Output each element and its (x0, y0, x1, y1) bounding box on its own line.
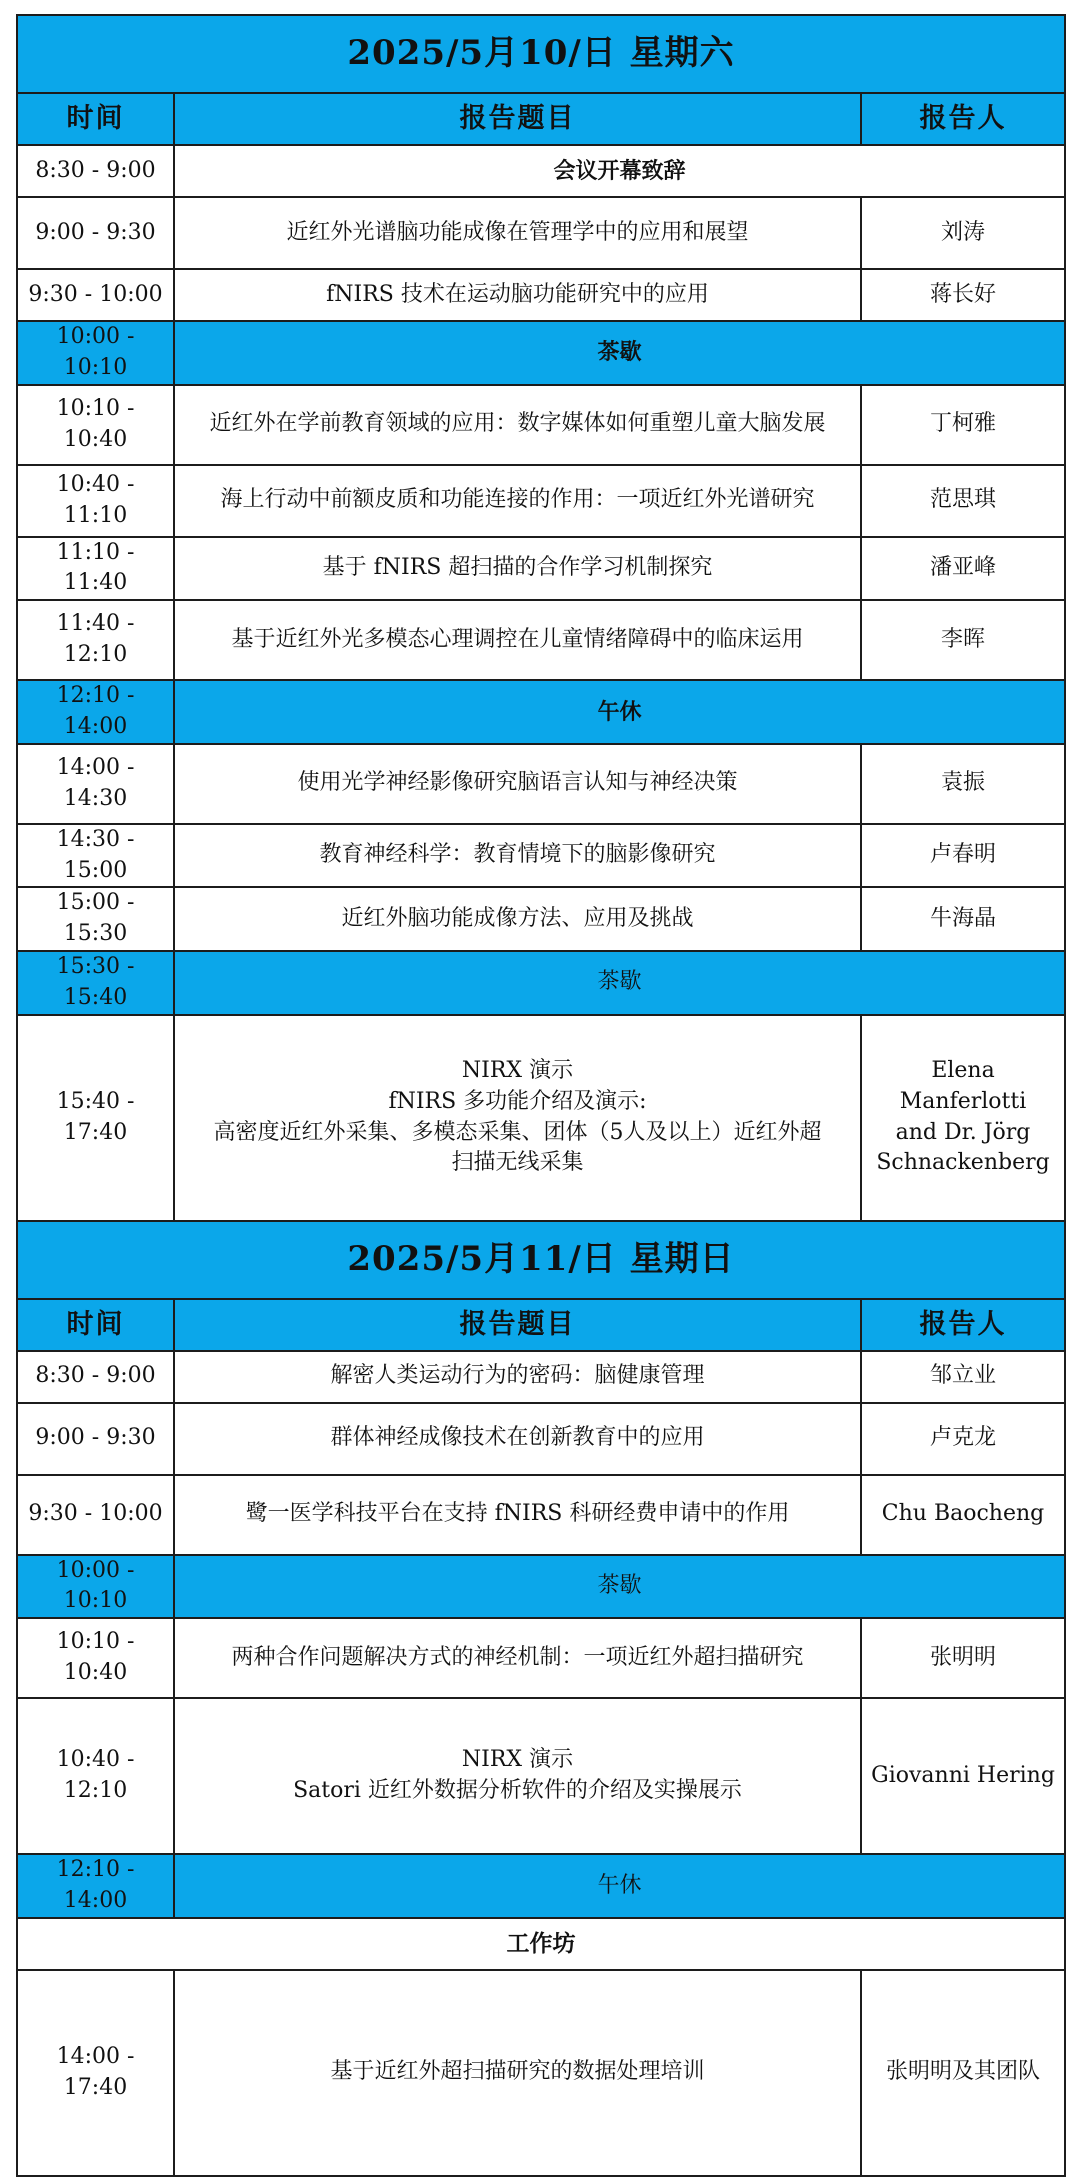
header-time: 时间 (17, 93, 174, 145)
header-speaker: 报告人 (861, 93, 1065, 145)
session-title (174, 1698, 861, 1854)
schedule-row (17, 1618, 1065, 1698)
speaker-line: Schnackenberg (876, 1150, 1050, 1176)
speaker: 卢春明 (861, 824, 1065, 888)
session-time: 9:00 - 9:30 (17, 197, 174, 269)
speaker: 张明明 (861, 1618, 1065, 1698)
session-title: 教育神经科学：教育情境下的脑影像研究 (174, 824, 861, 888)
session-title: 群体神经成像技术在创新教育中的应用 (174, 1403, 861, 1475)
title-line: 扫描无线采集 (451, 1150, 584, 1176)
column-header-row (17, 1299, 1065, 1351)
speaker: 邹立业 (861, 1351, 1065, 1403)
session-title: 鹭一医学科技平台在支持 fNIRS 科研经费申请中的作用 (174, 1475, 861, 1555)
speaker: 牛海晶 (861, 887, 1065, 951)
break-row (17, 680, 1065, 744)
session-title: 近红外光谱脑功能成像在管理学中的应用和展望 (174, 197, 861, 269)
schedule-row (17, 744, 1065, 824)
schedule-row (17, 537, 1065, 601)
session-time: 11:40 - 12:10 (17, 600, 174, 680)
session-title: 使用光学神经影像研究脑语言认知与神经决策 (174, 744, 861, 824)
workshop-label: 工作坊 (17, 1918, 1065, 1970)
session-time: 11:10 - 11:40 (17, 537, 174, 601)
session-title (174, 1015, 861, 1221)
schedule-row (17, 269, 1065, 321)
break-row (17, 1854, 1065, 1918)
title-line: 高密度近红外采集、多模态采集、团体（5人及以上）近红外超 (213, 1119, 822, 1145)
session-title: 近红外在学前教育领域的应用：数字媒体如何重塑儿童大脑发展 (174, 385, 861, 465)
schedule-row (17, 887, 1065, 951)
speaker-line: Giovanni Hering (871, 1762, 1055, 1788)
session-time: 10:00 - 10:10 (17, 1555, 174, 1619)
session-time: 10:00 - 10:10 (17, 321, 174, 385)
schedule-row (17, 465, 1065, 537)
session-title: 解密人类运动行为的密码：脑健康管理 (174, 1351, 861, 1403)
session-time: 9:30 - 10:00 (17, 269, 174, 321)
session-title: 海上行动中前额皮质和功能连接的作用：一项近红外光谱研究 (174, 465, 861, 537)
session-title: 会议开幕致辞 (174, 145, 1065, 197)
column-header-row (17, 93, 1065, 145)
title-line: fNIRS 多功能介绍及演示: (388, 1088, 647, 1114)
speaker: Chu Baocheng (861, 1475, 1065, 1555)
speaker: 刘涛 (861, 197, 1065, 269)
break-label: 午休 (174, 1854, 1065, 1918)
session-time: 10:10 - 10:40 (17, 1618, 174, 1698)
schedule-row (17, 1698, 1065, 1854)
speaker: 卢克龙 (861, 1403, 1065, 1475)
session-time: 15:00 - 15:30 (17, 887, 174, 951)
session-time: 10:40 - 12:10 (17, 1698, 174, 1854)
speaker: 袁振 (861, 744, 1065, 824)
session-time: 8:30 - 9:00 (17, 145, 174, 197)
title-line: Satori 近红外数据分析软件的介绍及实操展示 (293, 1778, 742, 1804)
session-title: fNIRS 技术在运动脑功能研究中的应用 (174, 269, 861, 321)
workshop-row (17, 1918, 1065, 1970)
session-time: 14:00 - 17:40 (17, 1970, 174, 2176)
speaker: 李晖 (861, 600, 1065, 680)
speaker: 范思琪 (861, 465, 1065, 537)
session-title: 基于近红外光多模态心理调控在儿童情绪障碍中的临床运用 (174, 600, 861, 680)
header-speaker: 报告人 (861, 1299, 1065, 1351)
schedule-row (17, 197, 1065, 269)
schedule-row (17, 600, 1065, 680)
break-label: 午休 (174, 680, 1065, 744)
day-title-row (17, 1221, 1065, 1299)
title-line: NIRX 演示 (461, 1747, 574, 1773)
session-title: 近红外脑功能成像方法、应用及挑战 (174, 887, 861, 951)
break-label: 茶歇 (174, 321, 1065, 385)
schedule-row (17, 1351, 1065, 1403)
speaker: 丁柯雅 (861, 385, 1065, 465)
schedule-row (17, 1970, 1065, 2176)
header-title: 报告题目 (174, 1299, 861, 1351)
session-time: 10:40 - 11:10 (17, 465, 174, 537)
session-time: 8:30 - 9:00 (17, 1351, 174, 1403)
speaker-line: and Dr. Jörg (895, 1119, 1031, 1145)
opening-row (17, 145, 1065, 197)
speaker: 潘亚峰 (861, 537, 1065, 601)
title-line: NIRX 演示 (461, 1057, 574, 1083)
session-time: 10:10 - 10:40 (17, 385, 174, 465)
session-time: 12:10 - 14:00 (17, 680, 174, 744)
speaker (861, 1015, 1065, 1221)
schedule-row (17, 1475, 1065, 1555)
speaker-line: Elena Manferlotti (899, 1057, 1027, 1114)
schedule-row (17, 1015, 1065, 1221)
day-title: 2025/5月10/日 星期六 (17, 15, 1065, 93)
speaker: 蒋长好 (861, 269, 1065, 321)
schedule-row (17, 824, 1065, 888)
session-time: 15:30 - 15:40 (17, 951, 174, 1015)
break-label: 茶歇 (174, 951, 1065, 1015)
session-title: 基于近红外超扫描研究的数据处理培训 (174, 1970, 861, 2176)
session-time: 14:30 - 15:00 (17, 824, 174, 888)
session-title: 两种合作问题解决方式的神经机制：一项近红外超扫描研究 (174, 1618, 861, 1698)
schedule-row (17, 385, 1065, 465)
session-title: 基于 fNIRS 超扫描的合作学习机制探究 (174, 537, 861, 601)
break-row (17, 951, 1065, 1015)
session-time: 9:00 - 9:30 (17, 1403, 174, 1475)
session-time: 12:10 - 14:00 (17, 1854, 174, 1918)
break-label: 茶歇 (174, 1555, 1065, 1619)
speaker: 张明明及其团队 (861, 1970, 1065, 2176)
header-title: 报告题目 (174, 93, 861, 145)
schedule-row (17, 1403, 1065, 1475)
day-title-row (17, 15, 1065, 93)
schedule-table (16, 14, 1066, 2177)
header-time: 时间 (17, 1299, 174, 1351)
schedule-sheet (16, 14, 1064, 2177)
break-row (17, 1555, 1065, 1619)
session-time: 9:30 - 10:00 (17, 1475, 174, 1555)
session-time: 14:00 - 14:30 (17, 744, 174, 824)
session-time: 15:40 - 17:40 (17, 1015, 174, 1221)
day-title: 2025/5月11/日 星期日 (17, 1221, 1065, 1299)
break-row (17, 321, 1065, 385)
speaker (861, 1698, 1065, 1854)
